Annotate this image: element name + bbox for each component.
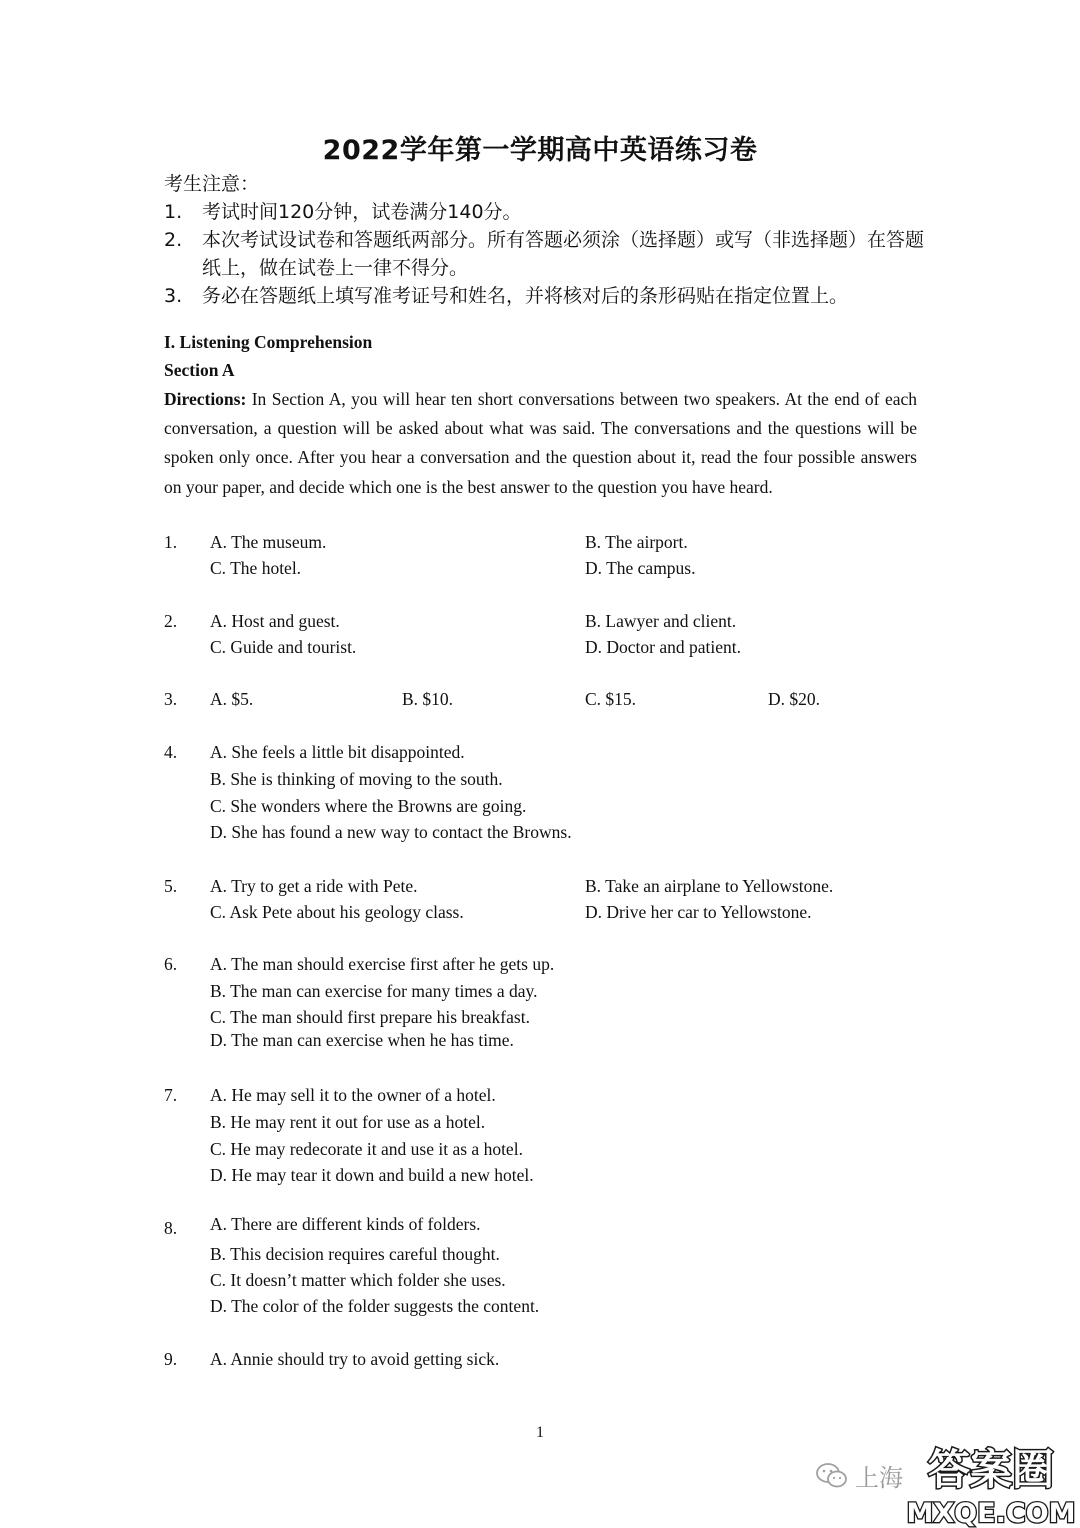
question-number: 6. (164, 954, 178, 974)
option-b: B. She is thinking of moving to the south. (210, 769, 503, 789)
wechat-icon (815, 1462, 849, 1490)
notice-heading: 考生注意： (164, 173, 260, 195)
option-b: B. He may rent it out for use as a hotel. (210, 1112, 486, 1132)
part-heading: I. Listening Comprehension (164, 332, 373, 352)
question-number: 9. (164, 1349, 178, 1369)
option-d: D. She has found a new way to contact the Browns. (210, 822, 572, 842)
notice-item-text: 务必在答题纸上填写准考证号和姓名，并将核对后的条形码贴在指定位置上。 (202, 285, 849, 307)
notice-item-number: 2. (164, 229, 183, 251)
watermark (815, 1430, 1080, 1528)
option-c: C. $15. (585, 689, 637, 709)
option-c: C. Guide and tourist. (210, 637, 357, 657)
question-number: 4. (164, 742, 178, 762)
option-b: B. Lawyer and client. (585, 611, 737, 631)
option-b: B. The man can exercise for many times a day. (210, 981, 538, 1001)
exam-notice (164, 170, 924, 310)
option-d: D. The color of the folder suggests the content. (210, 1296, 540, 1316)
directions-text: In Section A, you will hear ten short conversations between two speakers. At the end of each conversation, a question will be asked about what was said. The conversations and the questions will be spoken only once. After you hear a conversation and the question about it, read the four possible answers on your paper, and decide which one is the best answer to the question you have heard. (164, 389, 917, 497)
option-d: D. $20. (768, 689, 821, 709)
option-b: B. The airport. (585, 532, 688, 552)
option-a: A. There are different kinds of folders. (210, 1214, 481, 1234)
option-b: B. This decision requires careful thought. (210, 1244, 500, 1264)
option-a: A. Host and guest. (210, 611, 340, 631)
option-c: C. She wonders where the Browns are going. (210, 796, 527, 816)
option-a: A. She feels a little bit disappointed. (210, 742, 465, 762)
watermark-logo (903, 1436, 1080, 1528)
notice-item (164, 282, 924, 310)
notice-item-text: 本次考试设试卷和答题纸两部分。所有答题必须涂（选择题）或写（非选择题）在答题纸上，做在试卷上一律不得分。 (202, 229, 925, 279)
option-d: D. Drive her car to Yellowstone. (585, 902, 812, 922)
notice-item-number: 3. (164, 285, 183, 307)
watermark-logo-bottom: MXQE.COM (906, 1498, 1076, 1528)
option-d: D. The man can exercise when he has time. (210, 1030, 514, 1050)
option-a: A. Annie should try to avoid getting sick. (210, 1349, 500, 1369)
notice-item-text: 考试时间120分钟，试卷满分140分。 (202, 201, 522, 223)
page-number: 1 (536, 1424, 544, 1441)
question-number: 1. (164, 532, 178, 552)
option-a: A. He may sell it to the owner of a hotel. (210, 1085, 496, 1105)
watermark-logo-top: 答案圈 (927, 1445, 1055, 1494)
page-title: 2022学年第一学期高中英语练习卷 (322, 135, 758, 166)
notice-item (164, 198, 924, 226)
option-c: C. Ask Pete about his geology class. (210, 902, 464, 922)
option-b: B. Take an airplane to Yellowstone. (585, 876, 834, 896)
question-number: 8. (164, 1218, 178, 1238)
directions-label: Directions: (164, 389, 247, 409)
option-c: C. The hotel. (210, 558, 302, 578)
watermark-account-text: 上海 (855, 1464, 903, 1492)
question-number: 7. (164, 1085, 178, 1105)
notice-item-number: 1. (164, 201, 183, 223)
option-d: D. The campus. (585, 558, 696, 578)
option-d: D. He may tear it down and build a new hotel. (210, 1165, 534, 1185)
option-a: A. The man should exercise first after he gets up. (210, 954, 555, 974)
directions-paragraph (164, 385, 917, 502)
option-c: C. The man should first prepare his breakfast. (210, 1007, 530, 1027)
section-heading: Section A (164, 360, 235, 380)
option-d: D. Doctor and patient. (585, 637, 741, 657)
question-number: 2. (164, 611, 178, 631)
question-number: 3. (164, 689, 178, 709)
option-b: B. $10. (402, 689, 454, 709)
option-c: C. He may redecorate it and use it as a hotel. (210, 1139, 523, 1159)
notice-item (164, 226, 924, 282)
option-a: A. Try to get a ride with Pete. (210, 876, 418, 896)
option-a: A. The museum. (210, 532, 327, 552)
option-c: C. It doesn’t matter which folder she uses. (210, 1270, 506, 1290)
question-number: 5. (164, 876, 178, 896)
option-a: A. $5. (210, 689, 254, 709)
